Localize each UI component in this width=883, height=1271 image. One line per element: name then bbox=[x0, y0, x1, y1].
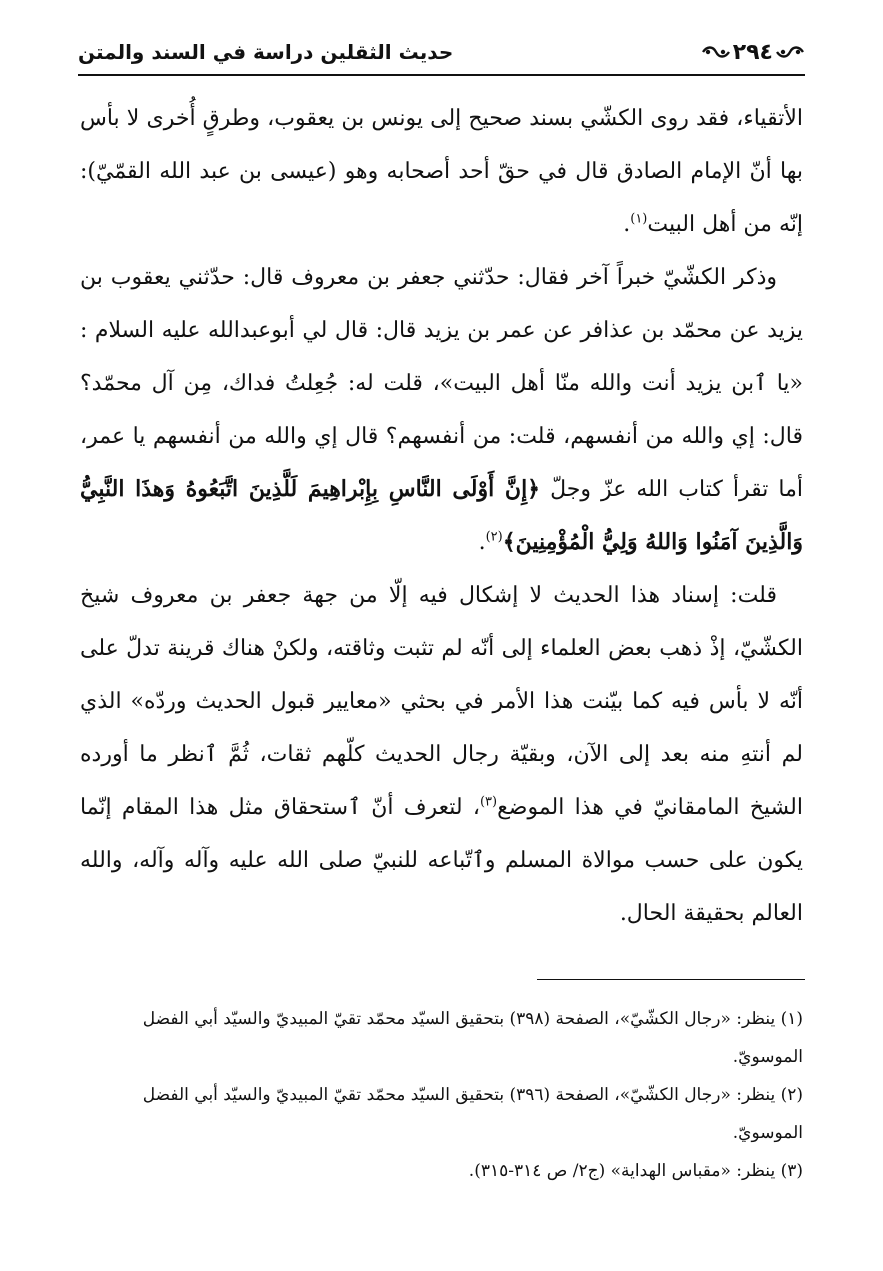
main-text bbox=[80, 92, 803, 940]
footnote-3: (٣) ينظر: «مقباس الهداية» (ج٢/ ص ٣١٤-٣١٥). bbox=[468, 1161, 803, 1181]
paragraph-3-text: قلت: إسناد هذا الحديث لا إشكال فيه إلّا من جهة جعفر بن معروف شيخ الكشّيّ، إذْ ذهب بعض العلماء إلى أنّه لم تثبت وثاقته، ولكنْ هناك قرينة تدلّ على أنّه لا بأس فيه كما بيّنت هذا الأمر في بحثي «معايير قبول الحديث وردّه» الذي لم أنتهِ منه بعد إلى الآن، وبقيّة رجال الحديث كلّهم ثقات، ثُمَّ ٱنظر ما أورده الشيخ المامقانيّ في هذا الموضع bbox=[80, 583, 803, 820]
page-header bbox=[78, 32, 805, 72]
ornament-right-icon bbox=[775, 45, 805, 59]
running-title: حديث الثقلين دراسة في السند والمتن bbox=[78, 40, 454, 64]
footnote-ref-3[interactable]: (٣) bbox=[479, 794, 498, 810]
paragraph-3-tail: ، لتعرف أنّ ٱستحقاق مثل هذا المقام إنّما يكون على حسب موالاة المسلم وٱتّباعه للنبيّ صلى الله عليه وآله وآله، والله العالم بحقيقة الحال. bbox=[80, 795, 803, 926]
paragraph-1-tail: . bbox=[623, 212, 631, 237]
page-number: ٢٩٤ bbox=[732, 39, 773, 65]
footnote-separator bbox=[537, 979, 805, 980]
footnote-1: (١) ينظر: «رجال الكشّيّ»، الصفحة (٣٩٨) بتحقيق السيّد محمّد تقيّ المبيديّ والسيّد أبي الفضل الموسويّ. bbox=[142, 1009, 803, 1067]
paragraph-2 bbox=[80, 251, 803, 569]
page-number-box bbox=[701, 40, 805, 65]
paragraph-3 bbox=[80, 569, 803, 940]
header-rule bbox=[78, 74, 805, 76]
paragraph-2-tail: . bbox=[478, 530, 486, 555]
footnote-2: (٢) ينظر: «رجال الكشّيّ»، الصفحة (٣٩٦) بتحقيق السيّد محمّد تقيّ المبيديّ والسيّد أبي الفضل الموسويّ. bbox=[142, 1085, 803, 1143]
footnote-ref-2[interactable]: (٢) bbox=[485, 529, 503, 545]
paragraph-1-text: الأتقياء، فقد روى الكشّي بسند صحيح إلى يونس بن يعقوب، وطرقٍ أُخرى لا بأس بها أنّ الإمام الصادق قال في حقّ أحد أصحابه وهو (عيسى بن عبد الله القمّيّ): إنّه من أهل البيت bbox=[80, 106, 803, 237]
paragraph-1 bbox=[80, 92, 803, 251]
ornament-left-icon bbox=[701, 45, 731, 59]
paragraph-2-text: وذكر الكشّيّ خبراً آخر فقال: حدّثني جعفر بن معروف قال: حدّثني يعقوب بن يزيد عن محمّد بن عذافر عن عمر بن يزيد قال: قال لي أبوعبدالله عليه السلام : «يا ٱبن يزيد أنت والله منّا أهل البيت»، قلت له: جُعِلتُ فداك، مِن آل محمّد؟ قال: إي والله من أنفسهم، قلت: من أنفسهم؟ قال إي والله من أنفسهم يا عمر، أما تقرأ كتاب الله عزّ وجلّ bbox=[80, 265, 803, 502]
footnotes bbox=[80, 1000, 803, 1190]
footnote-ref-1[interactable]: (١) bbox=[630, 211, 648, 227]
quran-verse: ﴿إِنَّ أَوْلَى النَّاسِ بِإِبْراهِيمَ لَلَّذِينَ اتَّبَعُوهُ وَهذَا النَّبِيُّ وَالَّذِينَ آمَنُوا وَاللهُ وَلِيُّ الْمُؤْمِنِينَ﴾ bbox=[80, 476, 803, 555]
